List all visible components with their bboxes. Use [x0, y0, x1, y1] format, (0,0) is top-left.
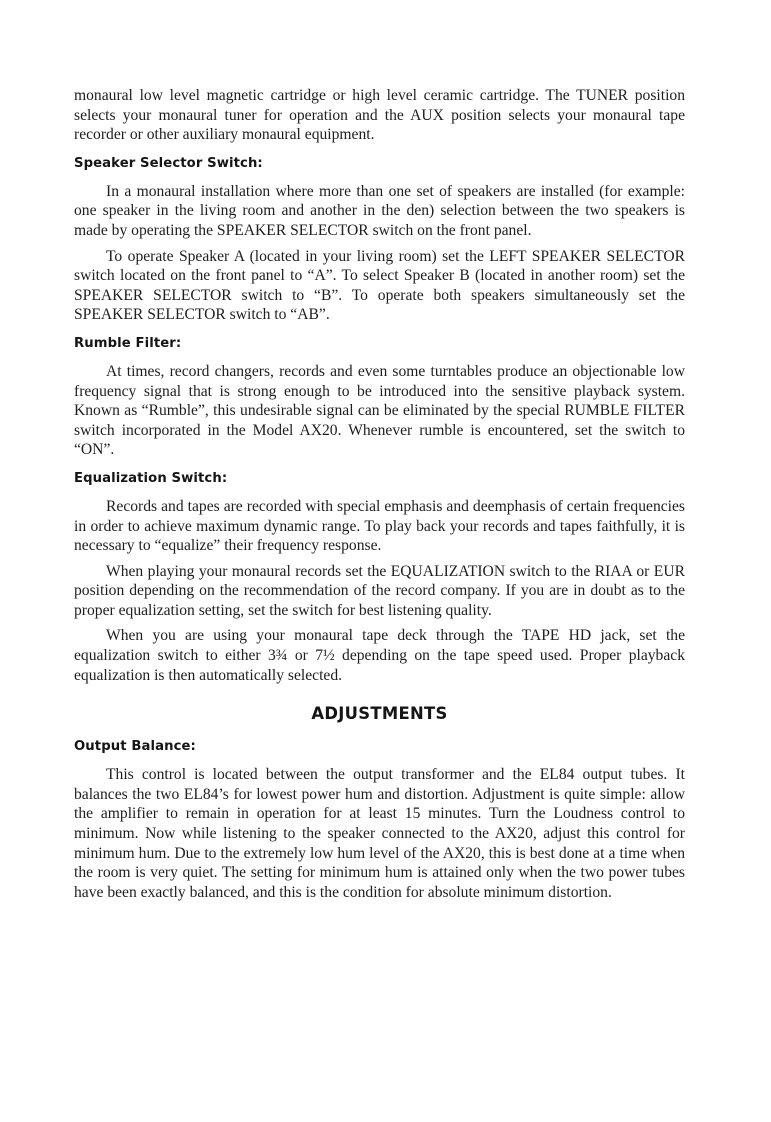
speaker-selector-paragraph-2: To operate Speaker A (located in your living room) set the LEFT SPEAKER SELECTOR switch located on the front panel to “A”. To select Speaker B (located in another room) set the SPEAKER SELECTOR switch to “B”. To operate both speakers simultaneously set the SPEAKER SELECTOR switch to “AB”.: [74, 247, 685, 324]
page-content: [74, 86, 685, 902]
output-balance-paragraph-1: This control is located between the output transformer and the EL84 output tubes. It balances the two EL84’s for lowest power hum and distortion. Adjustment is quite simple: allow the amplifier to remain in operation for at least 15 minutes. Turn the Loudness control to minimum. Now while listening to the speaker connected to the AX20, adjust this control for minimum hum. Due to the extremely low hum level of the AX20, this is best done at a time when the room is very quiet. The setting for minimum hum is attained only when the two power tubes have been exactly balanced, and this is the condition for absolute minimum distortion.: [74, 766, 685, 901]
rumble-filter-paragraph-1: At times, record changers, records and even some turntables produce an objectionable low frequency signal that is strong enough to be introduced into the sensitive playback system. Known as “Rumble”, this undesirable signal can be eliminated by the special RUMBLE FILTER switch incorporated in the Model AX20. Whenever rumble is encountered, set the switch to “ON”.: [74, 362, 685, 459]
adjustments-title: ADJUSTMENTS: [311, 704, 448, 724]
speaker-selector-paragraph-1: In a monaural installation where more than one set of speakers are installed (for example: one speaker in the living room and another in the den) selection between the two speakers is made by operating the SPEAKER SELECTOR switch on the front panel.: [74, 182, 685, 239]
rumble-filter-section: [74, 336, 685, 460]
equalization-paragraph-2: When playing your monaural records set the EQUALIZATION switch to the RIAA or EUR position depending on the recommendation of the record company. If you are in doubt as to the proper equalization setting, set the switch for best listening quality.: [74, 562, 685, 619]
equalization-heading: Equalization Switch:: [74, 470, 228, 486]
adjustments-section: [74, 704, 685, 902]
intro-paragraph: monaural low level magnetic cartridge or high level ceramic cartridge. The TUNER position selects your monaural tuner for operation and the AUX position selects your monaural tape recorder or other auxiliary monaural equipment.: [74, 87, 685, 144]
output-balance-heading: Output Balance:: [74, 739, 196, 755]
speaker-selector-heading: Speaker Selector Switch:: [74, 155, 263, 171]
equalization-paragraph-1: Records and tapes are recorded with special emphasis and deemphasis of certain frequencies in order to achieve maximum dynamic range. To play back your records and tapes faithfully, it is necessary to “equalize” their frequency response.: [74, 497, 685, 555]
speaker-selector-section: [74, 156, 685, 325]
equalization-section: [74, 471, 685, 685]
rumble-filter-heading: Rumble Filter:: [74, 335, 182, 351]
equalization-paragraph-3: When you are using your monaural tape deck through the TAPE HD jack, set the equalization switch to either 3¾ or 7½ depending on the tape speed used. Proper playback equalization is then automatically selected.: [74, 627, 685, 684]
